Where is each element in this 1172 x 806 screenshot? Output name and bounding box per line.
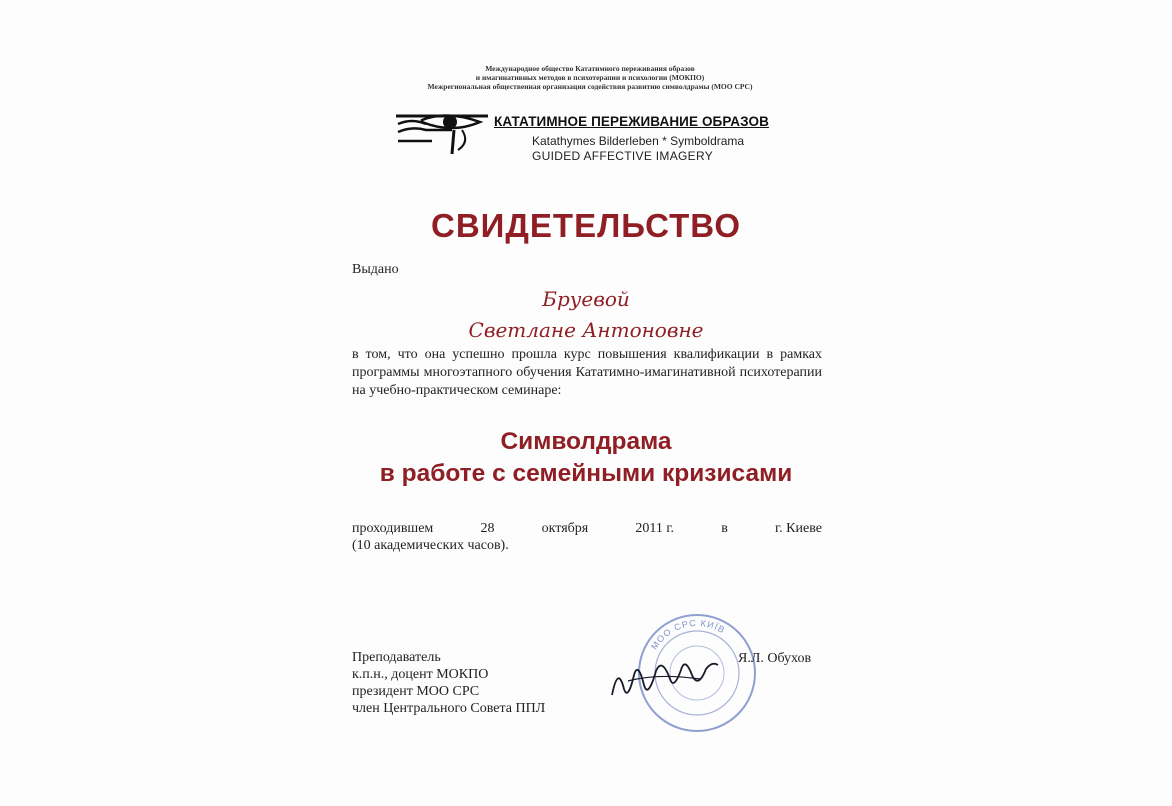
recipient-surname: Бруевой bbox=[542, 287, 630, 311]
seminar-day: 28 bbox=[480, 521, 495, 536]
logo-subtitle-english: GUIDED AFFECTIVE IMAGERY bbox=[532, 149, 714, 163]
certificate-title: СВИДЕТЕЛЬСТВО bbox=[431, 207, 741, 244]
org-line-2: и имагинативных методов в психотерапии и психологии (МОКПО) bbox=[475, 73, 705, 82]
organization-header bbox=[400, 64, 780, 91]
seminar-month: октября bbox=[541, 521, 589, 536]
handwritten-signature bbox=[608, 645, 723, 707]
signatory-name: Я.Л. Обухов bbox=[738, 651, 812, 666]
certificate-body-text: в том, что она успешно прошла курс повышения квалификации в рамках программы многоэтапного обучения Кататимно-имагинативной психотерапии на учебно-практическом семинаре: bbox=[352, 347, 822, 398]
seminar-details bbox=[352, 521, 822, 537]
logo-title: КАТАТИМНОЕ ПЕРЕЖИВАНИЕ ОБРАЗОВ bbox=[494, 114, 769, 129]
held-label: проходившем bbox=[352, 521, 434, 536]
issued-label: Выдано bbox=[352, 262, 399, 277]
seminar-date-row bbox=[352, 521, 822, 537]
org-line-3: Межрегиональная общественная организация содействия развитию символдрамы (МОО СРС) bbox=[427, 82, 753, 91]
course-subtitle: в работе с семейными кризисами bbox=[379, 460, 793, 487]
seminar-city: г. Киеве bbox=[775, 521, 822, 536]
in-word: в bbox=[721, 521, 728, 536]
course-title: Символдрама bbox=[500, 428, 672, 455]
org-line-1: Международное общество Кататимного переживания образов bbox=[485, 64, 695, 73]
signatory-role-1: Преподаватель bbox=[352, 650, 441, 665]
recipient-given-names: Светлане Антоновне bbox=[468, 318, 704, 342]
seminar-year: 2011 г. bbox=[635, 521, 675, 536]
stamp-arc-text: МОО СРС КИЇВ bbox=[649, 617, 728, 652]
signatory-roles bbox=[352, 649, 545, 717]
logo-subtitle: Katathymes Bilderleben * Symboldrama bbox=[532, 134, 745, 148]
signatory-role-4: член Центрального Совета ППЛ bbox=[352, 701, 546, 716]
eye-of-horus-icon bbox=[392, 108, 492, 160]
signatory-role-2: к.п.н., доцент МОКПО bbox=[352, 667, 489, 682]
seminar-hours: (10 академических часов). bbox=[352, 538, 509, 553]
signatory-role-3: президент МОО СРС bbox=[352, 684, 480, 699]
